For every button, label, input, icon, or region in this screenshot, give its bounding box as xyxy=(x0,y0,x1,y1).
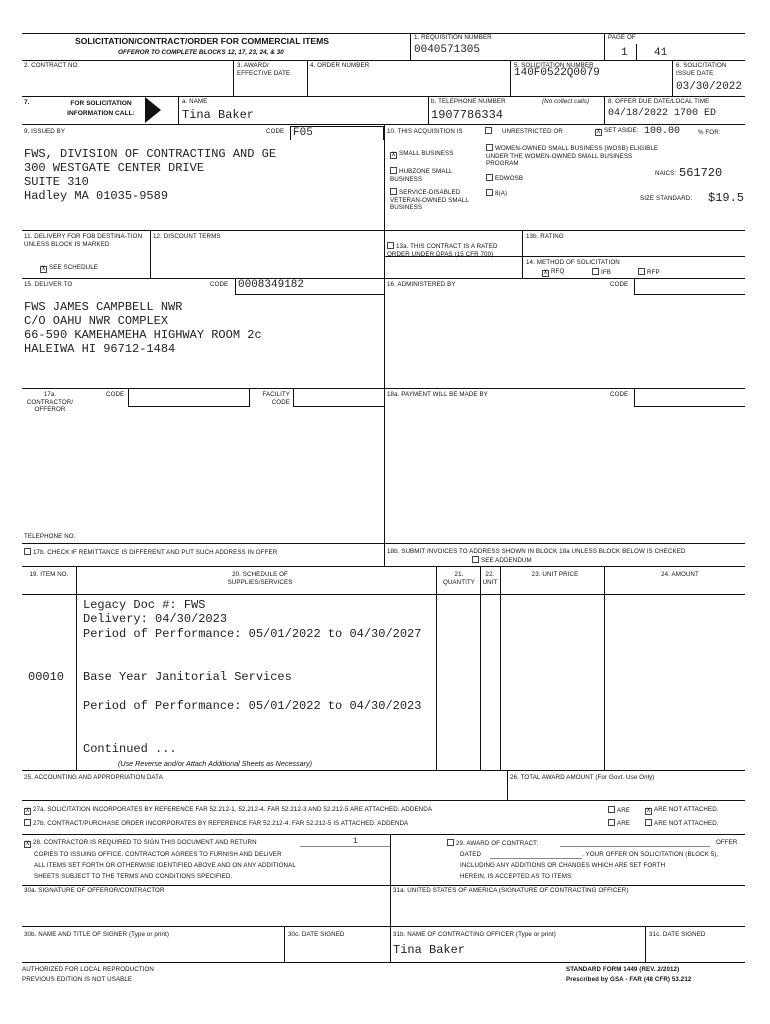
checkbox-icon xyxy=(24,819,31,826)
text: RFP xyxy=(647,269,660,276)
solicitation-number-label: 5. SOLICITATION NUMBER xyxy=(514,62,594,69)
col-unit-price: 23. UNIT PRICE xyxy=(531,571,579,578)
checkbox-icon xyxy=(24,548,31,555)
contractor-code-label: CODE xyxy=(106,391,125,398)
deliver-to-line: C/O OAHU NWR COMPLEX xyxy=(24,314,169,328)
issued-by-line: FWS, DIVISION OF CONTRACTING AND GE xyxy=(24,147,277,161)
rule xyxy=(22,926,745,927)
checkbox-checked-icon: X xyxy=(646,808,651,814)
ifb-option[interactable] xyxy=(592,268,611,277)
form-top-border xyxy=(22,33,745,34)
text: WOMEN-OWNED SMALL BUSINESS (WOSB) ELIGIBLE UNDER THE WOMEN-OWNED SMALL BUSINESS PROGRAM xyxy=(486,145,659,167)
issued-by-line: 300 WESTGATE CENTER DRIVE xyxy=(24,161,205,175)
eight-a-option[interactable] xyxy=(486,189,507,198)
deliver-to-code-value[interactable]: 0008349182 xyxy=(235,279,384,295)
text: RFQ xyxy=(551,268,565,275)
rule xyxy=(284,926,285,962)
administered-by-label: 16. ADMINISTERED BY xyxy=(387,281,456,288)
contact-name-value[interactable]: Tina Baker xyxy=(182,108,255,122)
issued-by-code-label: CODE xyxy=(266,128,285,135)
name-30b-label: 30b. NAME AND TITLE OF SIGNER (Type or print) xyxy=(24,931,170,938)
contact-name-label: a. NAME xyxy=(182,98,208,105)
wosb-option[interactable] xyxy=(486,144,666,168)
herein-text: HEREIN, IS ACCEPTED AS TO ITEMS: xyxy=(460,873,573,880)
total-award-label: 26. TOTAL AWARD AMOUNT (For Govt. Use Only) xyxy=(510,774,655,781)
schedule-line: Base Year Janitorial Services xyxy=(83,670,292,684)
col-item-no: 19. ITEM NO. xyxy=(29,571,69,578)
contractor-label: 17a. CONTRACTOR/ OFFEROR xyxy=(26,391,74,413)
text: SERVICE-DISABLED VETERAN-OWNED SMALL BUSINESS xyxy=(390,189,469,211)
checkbox-icon xyxy=(390,167,397,174)
checkbox-icon xyxy=(608,819,615,826)
footer-prescribed: Prescribed by GSA - FAR (48 CFR) 53.212 xyxy=(566,976,692,983)
are-attached-option[interactable] xyxy=(608,806,630,815)
text: ARE xyxy=(617,820,631,827)
sdvosb-option[interactable] xyxy=(390,188,470,212)
including-text: INCLUDING ANY ADDITIONS OR CHANGES WHICH ARE SET FORTH xyxy=(460,862,666,869)
rule xyxy=(410,33,411,60)
text: 27b. CONTRACT/PURCHASE ORDER INCORPORATES BY REFERENCE FAR 52.212-4. FAR 52.212-5 IS ATTACHED. ADDENDA xyxy=(33,820,409,827)
award-date-label: 3. AWARD/ EFFECTIVE DATE xyxy=(237,62,291,77)
submit-invoices-label: 18b. SUBMIT INVOICES TO ADDRESS SHOWN IN BLOCK 18a UNLESS BLOCK BELOW IS CHECKED xyxy=(387,548,686,555)
checkbox-icon xyxy=(390,188,397,195)
remit-option[interactable] xyxy=(24,548,277,557)
text: ARE NOT ATTACHED. xyxy=(654,806,719,813)
clause-29[interactable] xyxy=(447,839,538,848)
payment-code-label: CODE xyxy=(610,391,629,398)
schedule-footnote: (Use Reverse and/or Attach Additional Sheets as Necessary) xyxy=(118,759,313,768)
col-quantity: 21. QUANTITY xyxy=(442,571,476,586)
rule xyxy=(22,800,745,801)
footer-form: STANDARD FORM 1449 (REV. 2/2012) xyxy=(566,966,680,973)
issued-by-line: Hadley MA 01035-9589 xyxy=(24,189,169,203)
rule xyxy=(507,770,508,800)
rule xyxy=(22,885,745,886)
checkbox-icon xyxy=(592,268,599,275)
are-not-attached-option-b[interactable] xyxy=(645,819,719,828)
no-collect-note: (No collect calls) xyxy=(542,98,590,105)
rule xyxy=(510,60,511,96)
schedule-line: Period of Performance: 05/01/2022 to 04/30/2023 xyxy=(83,699,422,713)
checkbox-icon xyxy=(447,839,454,846)
naics-label: NAICS: xyxy=(655,170,677,177)
rule xyxy=(150,230,151,278)
rule xyxy=(522,230,523,278)
schedule-line: Period of Performance: 05/01/2022 to 04/30/2027 xyxy=(83,627,422,641)
page-label: PAGE OF xyxy=(608,34,636,41)
rule xyxy=(480,566,481,770)
text: 27a. SOLICITATION INCORPORATES BY REFERENCE FAR 52.212-1, 52.212-4. FAR 52.212-3 AND 52.212-5 ARE ATTACHED. ADDENDA xyxy=(33,806,433,813)
deliver-to-code-label: CODE xyxy=(210,281,229,288)
size-standard-label: SIZE STANDARD: xyxy=(640,195,693,202)
telephone-no-label: TELEPHONE NO. xyxy=(24,533,76,540)
text: 8(A) xyxy=(495,190,508,197)
small-business-option[interactable] xyxy=(390,150,453,159)
checkbox-icon xyxy=(486,174,493,181)
text: ARE NOT ATTACHED. xyxy=(654,820,719,827)
schedule-line: Continued ... xyxy=(83,742,177,756)
checkbox-icon xyxy=(486,189,493,196)
award-underline xyxy=(560,846,710,847)
offer-label: OFFER xyxy=(716,839,738,846)
rule xyxy=(22,60,745,61)
delivery-fob-label: 11. DELIVERY FOR FOB DESTINA-TION UNLESS BLOCK IS MARKED xyxy=(24,233,143,248)
block7-label: FOR SOLICITATION INFORMATION CALL: xyxy=(67,100,135,117)
col-unit: 22. UNIT xyxy=(482,571,498,586)
hubzone-option[interactable] xyxy=(390,167,470,183)
see-schedule-option[interactable] xyxy=(40,264,98,273)
contract-no-label: 2. CONTRACT NO. xyxy=(24,62,80,69)
text: IFB xyxy=(601,269,611,276)
checkbox-icon xyxy=(387,242,394,249)
date-30c-label: 30c. DATE SIGNED xyxy=(288,931,345,938)
rule xyxy=(428,96,429,124)
clause-27a[interactable] xyxy=(24,806,432,815)
schedule-line: Legacy Doc #: FWS xyxy=(83,598,206,612)
percent-for-label: % FOR: xyxy=(698,129,721,136)
text: UNRESTRICTED OR xyxy=(502,128,563,135)
text: SET ASIDE: xyxy=(604,127,639,134)
text: 29. AWARD OF CONTRACT: xyxy=(456,840,539,847)
rule xyxy=(22,834,745,835)
checkbox-icon xyxy=(638,268,645,275)
checkbox-icon xyxy=(486,144,493,151)
administered-code-label: CODE xyxy=(610,281,629,288)
rfq-option[interactable] xyxy=(542,268,564,277)
rule xyxy=(22,770,745,771)
rule xyxy=(390,834,391,962)
footer-prev: PREVIOUS EDITION IS NOT USABLE xyxy=(22,976,133,983)
rule xyxy=(233,60,234,96)
clause-28-line: SHEETS SUBJECT TO THE TERMS AND CONDITIONS SPECIFIED. xyxy=(34,873,233,880)
footer-auth: AUTHORIZED FOR LOCAL REPRODUCTION xyxy=(22,966,154,973)
col-amount: 24. AMOUNT xyxy=(661,571,699,578)
text: 28. CONTRACTOR IS REQUIRED TO SIGN THIS DOCUMENT AND RETURN xyxy=(33,839,257,846)
checkbox-checked-icon: X xyxy=(596,129,601,135)
rfp-option[interactable] xyxy=(638,268,660,277)
issued-by-code-value[interactable]: F05 xyxy=(290,126,384,140)
rule xyxy=(76,566,77,770)
text: SMALL BUSINESS xyxy=(399,150,454,157)
schedule-item-no: 00010 xyxy=(28,670,65,684)
order-number-label: 4. ORDER NUMBER xyxy=(310,62,370,69)
contracting-officer-name[interactable]: Tina Baker xyxy=(393,943,466,957)
deliver-to-line: HALEIWA HI 96712-1484 xyxy=(24,342,176,356)
administered-code-field[interactable] xyxy=(634,279,745,295)
checkbox-icon xyxy=(485,127,492,134)
text: 13a. THIS CONTRACT IS A RATED ORDER UNDER DPAS (15 CFR 700) xyxy=(387,243,498,258)
dated-label: DATED xyxy=(460,851,482,858)
contractor-code-field[interactable] xyxy=(128,389,250,407)
offer-due-value[interactable]: 04/18/2022 1700 ED xyxy=(608,108,717,119)
checkbox-icon xyxy=(472,556,479,563)
requisition-value[interactable]: 0040571305 xyxy=(414,44,481,56)
size-standard-value[interactable]: $19.5 xyxy=(708,191,745,205)
payment-code-field[interactable] xyxy=(634,389,745,407)
solicitation-number-value[interactable]: 140F0522Q0079 xyxy=(514,67,600,79)
see-addendum-option[interactable] xyxy=(472,556,532,565)
copies-value[interactable]: 1 xyxy=(353,837,358,846)
acquisition-label: 10. THIS ACQUISITION IS xyxy=(387,128,463,135)
telephone-value[interactable]: 1907786334 xyxy=(431,108,504,122)
text: ARE xyxy=(617,807,631,814)
rule xyxy=(436,566,437,770)
sig-31a-label xyxy=(393,887,628,895)
checkbox-checked-icon: X xyxy=(543,270,548,276)
text: 31a. UNITED STATES OF AMERICA (SIGNATURE OF CONTRACTING OFFICER) xyxy=(393,887,629,894)
method-label: 14. METHOD OF SOLICITATION xyxy=(526,259,620,266)
naics-value[interactable]: 561720 xyxy=(679,166,723,180)
rule xyxy=(22,96,745,97)
rule xyxy=(636,44,637,60)
form-subtitle: OFFEROR TO COMPLETE BLOCKS 12, 17, 23, 24, & 30 xyxy=(118,49,284,56)
deliver-to-label: 15. DELIVER TO xyxy=(24,281,73,288)
rule xyxy=(500,566,501,770)
col-schedule: 20. SCHEDULE OF SUPPLIES/SERVICES xyxy=(227,571,293,586)
form-title: SOLICITATION/CONTRACT/ORDER FOR COMMERCIAL ITEMS xyxy=(75,36,329,46)
checkbox-checked-icon: X xyxy=(391,152,396,158)
telephone-label: b. TELEPHONE NUMBER xyxy=(431,98,506,105)
text: HUBZONE SMALL BUSINESS xyxy=(390,168,453,183)
rating-label: 13b. RATING xyxy=(526,233,564,240)
set-aside-option[interactable] xyxy=(595,127,639,136)
your-offer-text: . YOUR OFFER ON SOLICITATION (BLOCK 5), xyxy=(582,851,719,858)
text: 17b. CHECK IF REMITTANCE IS DIFFERENT AND PUT SUCH ADDRESS IN OFFER xyxy=(33,549,278,556)
rule xyxy=(604,96,605,124)
text: SEE SCHEDULE xyxy=(49,264,98,271)
dated-underline xyxy=(490,858,582,859)
clause-27b[interactable] xyxy=(24,819,408,828)
edwosb-option[interactable] xyxy=(486,174,523,183)
deliver-to-line: 66-590 KAMEHAMEHA HIGHWAY ROOM 2c xyxy=(24,328,262,342)
are-attached-option-b[interactable] xyxy=(608,819,630,828)
clause-28-line: ALL ITEMS SET FORTH OR OTHERWISE IDENTIFIED ABOVE AND ON ANY ADDITIONAL xyxy=(34,862,296,869)
checkbox-checked-icon: X xyxy=(25,841,30,847)
clause-28[interactable] xyxy=(24,839,257,848)
requisition-label: 1. REQUISITION NUMBER xyxy=(414,34,492,41)
date-31c-label: 31c. DATE SIGNED xyxy=(649,931,706,938)
issued-by-label: 9. ISSUED BY xyxy=(24,128,66,135)
are-not-attached-option[interactable] xyxy=(645,806,719,815)
page-total: 41 xyxy=(654,47,668,59)
checkbox-icon xyxy=(645,819,652,826)
accounting-label: 25. ACCOUNTING AND APPROPRIATION DATA xyxy=(24,774,163,781)
sig-30a-label: 30a. SIGNATURE OF OFFEROR/CONTRACTOR xyxy=(24,887,165,894)
rule xyxy=(604,566,605,770)
rule xyxy=(307,60,308,96)
facility-code-label: FACILITY CODE xyxy=(262,391,290,406)
copies-underline xyxy=(300,846,390,847)
issue-date-value[interactable]: 03/30/2022 xyxy=(676,81,743,93)
arrow-right-icon xyxy=(145,97,161,123)
checkbox-icon xyxy=(608,806,615,813)
unrestricted-option[interactable] xyxy=(485,127,563,136)
payment-label: 18a. PAYMENT WILL BE MADE BY xyxy=(387,391,488,398)
rule xyxy=(178,96,179,124)
offer-due-label: 8. OFFER DUE DATE/LOCAL TIME xyxy=(608,98,710,105)
schedule-line: Delivery: 04/30/2023 xyxy=(83,612,228,626)
block7-number: 7. xyxy=(24,99,30,106)
discount-terms-label: 12. DISCOUNT TERMS xyxy=(153,233,221,240)
checkbox-checked-icon: X xyxy=(25,808,30,814)
rated-order-option[interactable] xyxy=(387,242,507,258)
rule xyxy=(22,594,745,595)
issued-by-line: SUITE 310 xyxy=(24,175,89,189)
set-aside-percent[interactable]: 100.00 xyxy=(644,126,681,137)
deliver-to-line: FWS JAMES CAMPBELL NWR xyxy=(24,300,183,314)
rule xyxy=(645,926,646,962)
page-number: 1 xyxy=(621,47,628,59)
text: EDWOSB xyxy=(495,175,524,182)
facility-code-field[interactable] xyxy=(293,389,384,407)
checkbox-checked-icon: X xyxy=(41,266,46,272)
name-31b-label: 31b. NAME OF CONTRACTING OFFICER (Type or print) xyxy=(393,931,556,938)
text: SEE ADDENDUM xyxy=(481,557,532,564)
clause-28-line: COPIES TO ISSUING OFFICE. CONTRACTOR AGREES TO FURNISH AND DELIVER xyxy=(34,851,282,858)
rule xyxy=(604,33,605,60)
rule xyxy=(22,962,745,963)
rule xyxy=(384,124,385,566)
rule xyxy=(672,60,673,96)
rule xyxy=(22,566,745,567)
issue-date-label: 6. SOLICITATION ISSUE DATE xyxy=(676,62,727,77)
